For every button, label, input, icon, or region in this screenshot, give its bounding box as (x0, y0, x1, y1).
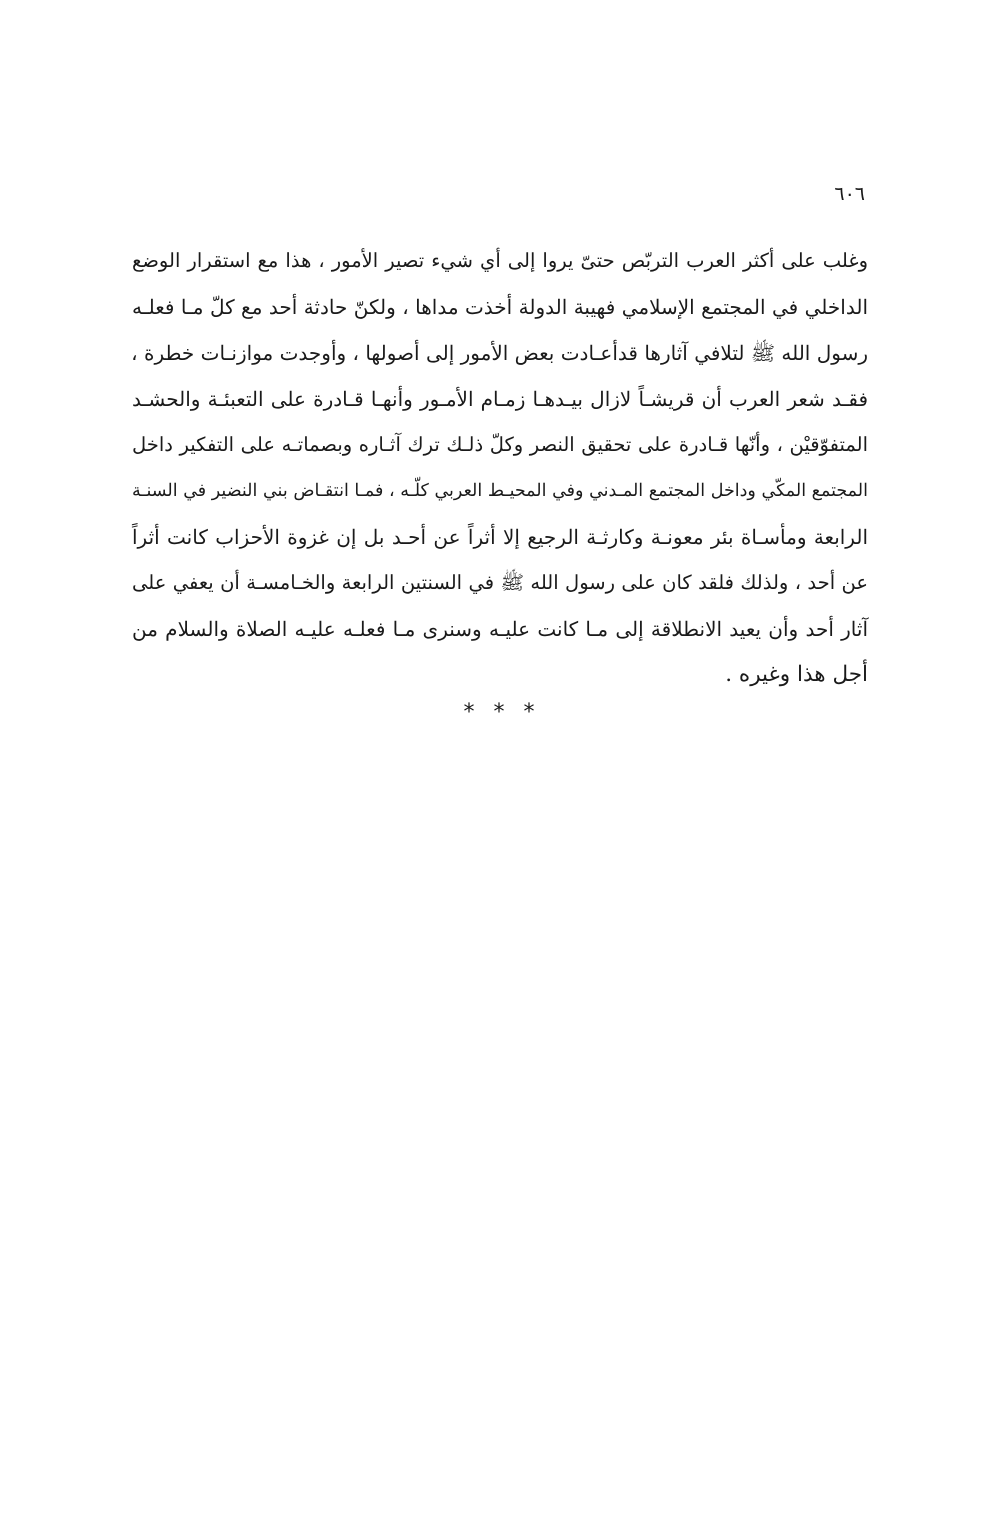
text-line-last: أجل هذا وغيره . (725, 662, 868, 687)
text-line: المتفوّقيْن ، وأنّها قـادرة على تحقيق النصر وكلّ ذلـك ترك آثـاره وبصماتـه على التفكير داخل (132, 433, 868, 456)
text-line: الرابعة ومأسـاة بئر معونـة وكارثـة الرجيع إلا أثراً عن أحـد بل إن غزوة الأحزاب كانت أثراً (132, 525, 868, 549)
text-line: فقـد شعر العرب أن قريشـاً لازال بيـدهـا زمـام الأمـور وأنهـا قـادرة على التعبئـة والحشـد (132, 387, 868, 411)
text-line: وغلب على أكثر العرب التربّص حتىّ يروا إلى أي شيء تصير الأمور ، هذا مع استقرار الوضع (132, 249, 868, 272)
text-line: آثار أحد وأن يعيد الانطلاقة إلى مـا كانت عليـه وسنرى مـا فعلـه عليـه الصلاة والسلام من (132, 617, 868, 641)
page-number: ٦٠٦ (834, 183, 865, 205)
section-separator: * * * (463, 700, 541, 725)
text-line: المجتمع المكّي وداخل المجتمع المـدني وفي المحيـط العربي كلّـه ، فمـا انتقـاض بني النضير في السنـة (132, 481, 868, 501)
text-line: عن أحد ، ولذلك فلقد كان على رسول الله ﷺ في السنتين الرابعة والخـامسـة أن يعفي على (132, 571, 868, 594)
text-line: الداخلي في المجتمع الإسلامي فهيبة الدولة أخذت مداها ، ولكنّ حادثة أحد مع كلّ مـا فعلـه (132, 295, 868, 319)
text-line: رسول الله ﷺ لتلافي آثارها قدأعـادت بعض الأمور إلى أصولها ، وأوجدت موازنـات خطرة ، (131, 341, 868, 365)
body-paragraph (132, 238, 868, 698)
